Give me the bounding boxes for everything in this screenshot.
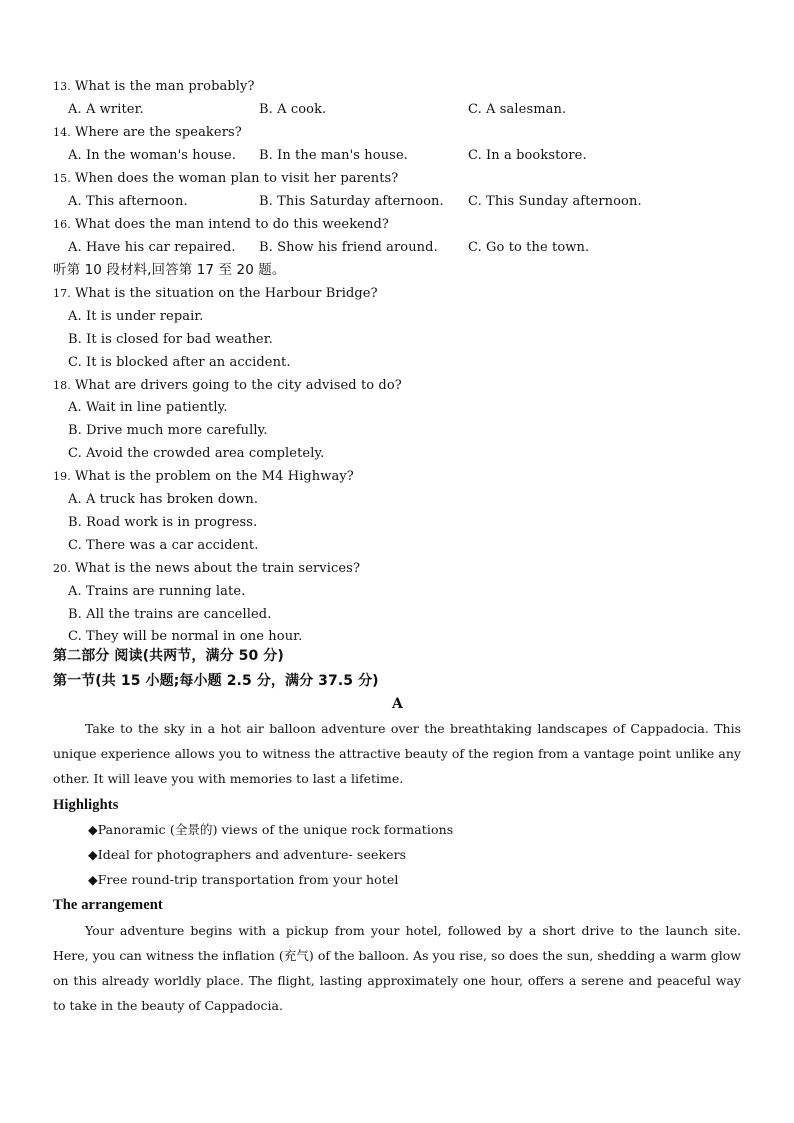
question-number: 14. [53,126,71,139]
highlights-heading: Highlights [53,797,119,813]
question-number: 20. [53,562,71,575]
option-c: C. Avoid the crowded area completely. [68,446,325,461]
passage-intro: Take to the sky in a hot air balloon adventure over the breathtaking landscapes of Cappadocia. This unique experience allows you to witness the attractive beauty of the region from a vantage point unlike any other. It will leave you with memories to last a lifetime. [53,721,741,786]
question-15 [53,171,742,187]
question-text: What is the news about the train services? [75,561,361,576]
question-text: What is the problem on the M4 Highway? [75,469,354,484]
option-b: B. It is closed for bad weather. [68,332,273,347]
option-b: B. A cook. [259,102,327,117]
option-c: C. This Sunday afternoon. [468,194,642,209]
highlight-item: ◆Panoramic (全景的) views of the unique rock formations [88,822,454,837]
question-number: 13. [53,80,71,93]
option-a: A. A truck has broken down. [68,492,259,507]
option-a: A. Wait in line patiently. [68,400,228,415]
option-a: A. A writer. [68,102,144,117]
option-c: C. It is blocked after an accident. [68,355,291,370]
question-number: 18. [53,379,71,392]
option-a: A. In the woman's house. [68,148,236,163]
option-a: A. It is under repair. [68,309,204,324]
option-b: B. This Saturday afternoon. [259,194,444,209]
question-number: 19. [53,470,71,483]
question-19 [53,469,742,485]
arrangement-heading: The arrangement [53,897,163,913]
question-13 [53,79,742,95]
option-c: C. A salesman. [468,102,567,117]
question-14 [53,125,742,141]
question-text: What does the man intend to do this weekend? [75,217,389,232]
passage-label: A [392,696,403,712]
question-text: When does the woman plan to visit her parents? [75,171,399,186]
question-text: What is the man probably? [75,79,255,94]
option-c: C. There was a car accident. [68,538,259,553]
question-number: 16. [53,218,71,231]
question-18 [53,378,742,394]
option-b: B. Drive much more carefully. [68,423,268,438]
highlight-item: ◆Ideal for photographers and adventure- seekers [88,847,407,862]
option-c: C. Go to the town. [468,240,590,255]
option-b: B. In the man's house. [259,148,408,163]
question-number: 15. [53,172,71,185]
section-title: 第一节(共 15 小题;每小题 2.5 分，满分 37.5 分) [53,673,379,689]
part-title: 第二部分 阅读(共两节，满分 50 分) [53,648,284,664]
question-16 [53,217,742,233]
arrangement-text: Your adventure begins with a pickup from your hotel, followed by a short drive to the launch site. Here, you can witness the inflation (充气) of the balloon. As you rise, so does the sun, shedding a warm glow on this already worldly place. The flight, lasting approximately one hour, offers a serene and peaceful way to take in the beauty of Cappadocia. [53,923,741,1013]
option-a: A. This afternoon. [68,194,188,209]
option-b: B. Road work is in progress. [68,515,258,530]
question-number: 17. [53,287,71,300]
highlight-item: ◆Free round-trip transportation from your hotel [88,872,399,887]
question-text: Where are the speakers? [75,125,242,140]
question-17 [53,286,742,302]
option-c: C. In a bookstore. [468,148,587,163]
question-20 [53,561,742,577]
question-text: What is the situation on the Harbour Bridge? [75,286,378,301]
option-b: B. All the trains are cancelled. [68,607,272,622]
option-a: A. Trains are running late. [68,584,246,599]
option-c: C. They will be normal in one hour. [68,629,303,644]
question-text: What are drivers going to the city advised to do? [75,378,402,393]
option-a: A. Have his car repaired. [68,240,236,255]
listening-instruction: 听第 10 段材料,回答第 17 至 20 题。 [53,262,286,278]
option-b: B. Show his friend around. [259,240,438,255]
